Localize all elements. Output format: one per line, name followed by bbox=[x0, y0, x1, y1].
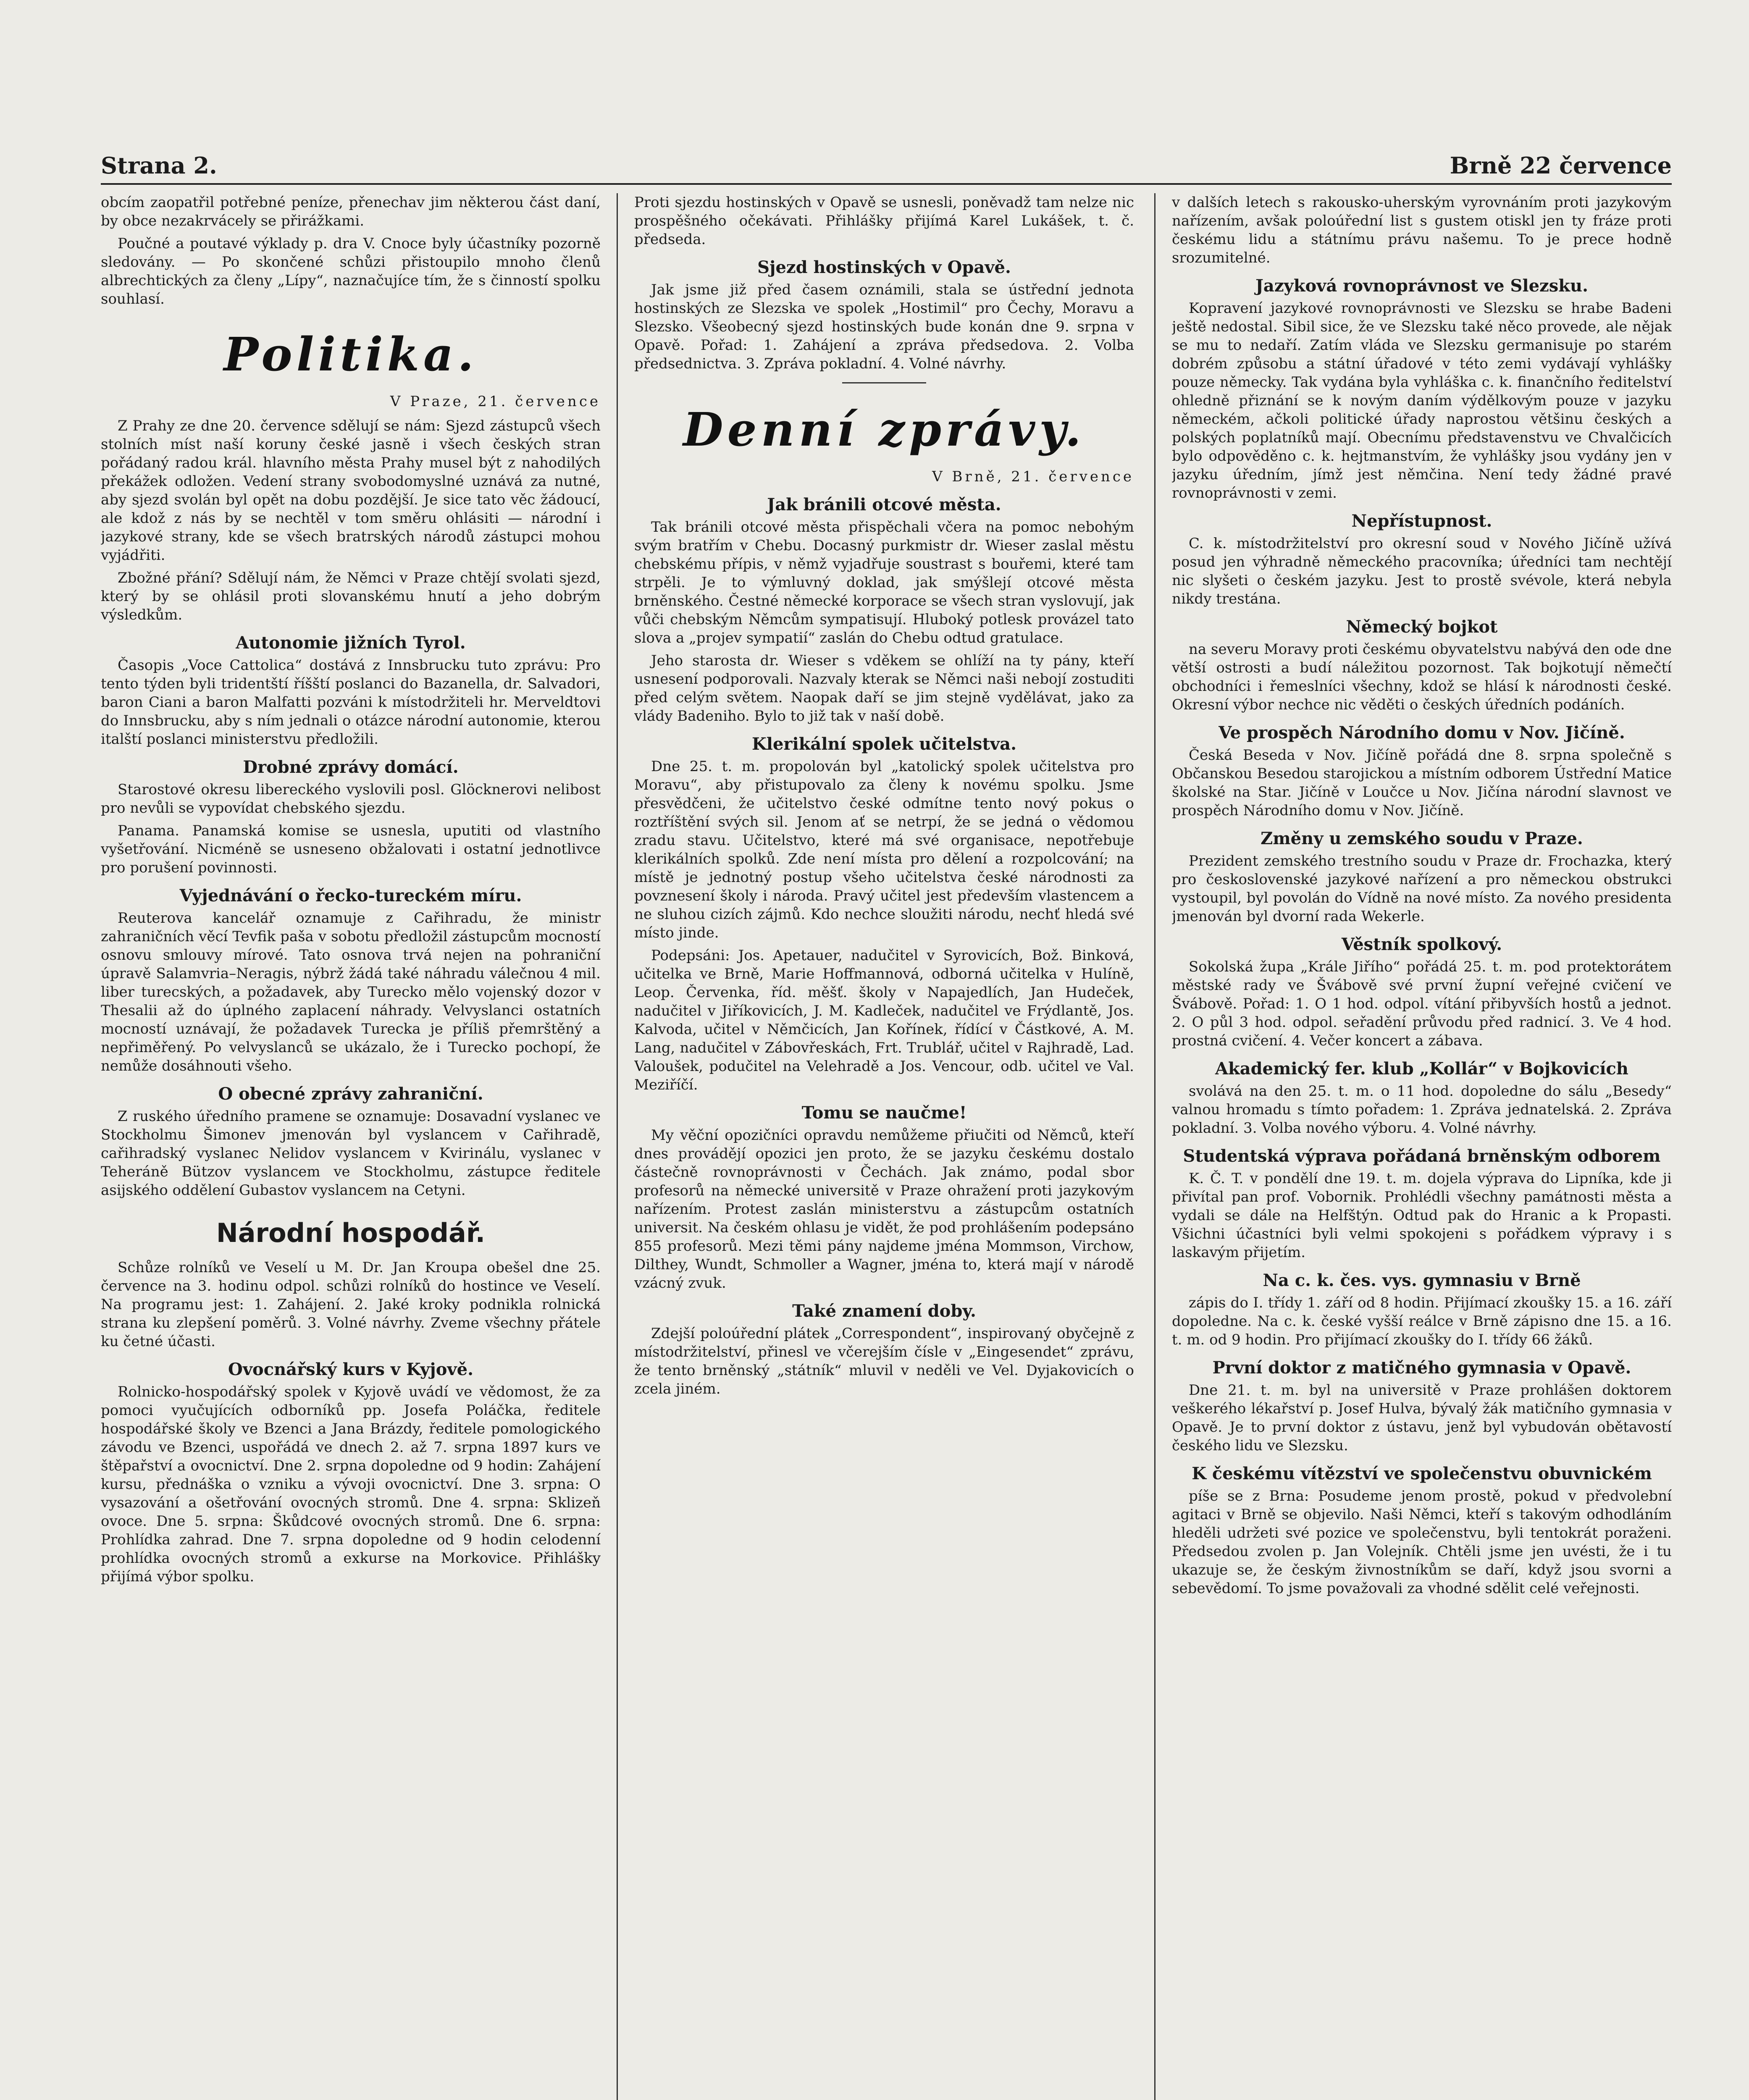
article-heading: Tomu se naučme! bbox=[801, 1103, 967, 1123]
article-heading: Vyjednávání o řecko-tureckém míru. bbox=[179, 886, 522, 906]
article-heading: Akademický fer. klub „Kollár“ v Bojkovicích bbox=[1215, 1059, 1628, 1079]
article-heading: Také znamení doby. bbox=[792, 1301, 976, 1321]
article-heading: Studentská výprava pořádaná brněnským odborem bbox=[1183, 1146, 1661, 1166]
article-text: Poučné a poutavé výklady p. dra V. Cnoce byly účastníky pozorně sledovány. — Po skončené schůzi přistoupilo mnoho členů albrechtických za členy „Lípy“, naznačujíce tím, že s činností spolku souhlasí. bbox=[101, 235, 601, 307]
article-text: zápis do I. třídy 1. září od 8 hodin. Přijímací zkoušky 15. a 16. září dopoledne. Na c. k. české vyšší reálce v Brně zápisno dne 15. a 16. t. m. od 9 hodin. Pro přijímací zkoušky do I. třídy 66 žáků. bbox=[1172, 1294, 1672, 1348]
article-text: C. k. místodržitelství pro okresní soud v Nového Jičíně užívá posud jen výhradně německého pracovníka; úředníci tam nechtějí nic slyšeti o českém jazyku. Jest to prostě svévole, která nebyla nikdy trestána. bbox=[1172, 535, 1672, 607]
article-heading: Jak bránili otcové města. bbox=[767, 495, 1001, 514]
issue-date: Brně 22 července bbox=[1450, 152, 1672, 179]
article-text: Jak jsme již před časem oznámili, stala se ústřední jednota hostinských ze Slezska ve spolek „Hostimil“ pro Čechy, Moravu a Slezsko. Všeobecný sjezd hostinských bude konán dne 9. srpna v Opavě. Pořad: 1. Zahájení a zpráva předsedova. 2. Volba předsednictva. 3. Zpráva pokladní. 4. Volné návrhy. bbox=[634, 281, 1134, 372]
article-heading: K českému vítězství ve společenstvu obuvnickém bbox=[1192, 1464, 1652, 1483]
article-text: v dalších letech s rakousko-uherským vyrovnáním proti jazykovým nařízením, avšak poloúřední list s gustem otiskl jen ty fráze proti českému lidu a státnímu právu našemu. To je prece hodně srozumitelné. bbox=[1172, 194, 1672, 266]
article-text: K. Č. T. v pondělí dne 19. t. m. dojela výprava do Lipníka, kde ji přivítal pan prof. Vobornik. Prohlédli všechny památnosti města a vydali se dále na Helfštýn. Odtud pak do Hranic a k Propasti. Všichni účastníci byli velmi spokojeni s pořádkem výpravy i s laskavým přijetím. bbox=[1172, 1170, 1672, 1261]
article-heading: Sjezd hostinských v Opavě. bbox=[757, 257, 1011, 277]
article-text: Dne 25. t. m. propolován byl „katolický spolek učitelstva pro Moravu“, aby přistupovalo za členy k novému spolku. Jsme přesvědčeni, že učitelstvo české odmítne tento nový pokus o roztříštění svých sil. Jenom ať se netrpí, že se jedná o vědomou zradu stavu. Učitelstvo, které má své organisace, nepotřebuje klerikálních spolků. Zde není místa pro dělení a rozpolcování; na místě je jednotný postup všeho učitelstva české národnosti za povznesení školy i národa. Pravý učitel jest především vlastencem a ne sluhou cizích zájmů. Kdo nechce sloužiti národu, nechť hledá své místo jinde. bbox=[634, 758, 1134, 941]
article-text: Dne 21. t. m. byl na universitě v Praze prohlášen doktorem veškerého lékařství p. Josef Hulva, bývalý žák matičního gymnasia v Opavě. Je to první doktor z ústavu, jenž byl vybudován obětavostí českého lidu ve Slezsku. bbox=[1172, 1382, 1672, 1454]
article-heading: První doktor z matičného gymnasia v Opavě. bbox=[1212, 1358, 1631, 1378]
article-heading: Ve prospěch Národního domu v Nov. Jičíně. bbox=[1219, 723, 1625, 743]
dateline: V Brně, 21. července bbox=[932, 468, 1134, 485]
article-text: Sokolská župa „Krále Jiřího“ pořádá 25. t. m. pod protektorátem městské rady ve Švábově své první župní veřejné cvičení ve Švábově. Pořad: 1. O 1 hod. odpol. vítání přibyvších hostů a jednot. 2. O půl 3 hod. odpol. seřadění průvodu před radnicí. 3. Ve 4 hod. prostná cvičení. 4. Večer koncert a zábava. bbox=[1172, 958, 1672, 1049]
section-title-denni: Denní zprávy. bbox=[683, 402, 1085, 457]
article-text: píše se z Brna: Posudeme jenom prostě, pokud v předvolební agitaci v Brně se objevilo. Naši Němci, kteří s takovým odhodláním hleděli udržeti své pozice ve společenstvu, byli tentokrát poraženi. Předsedou zvolen p. Jan Volejník. Chtěli jsme jen uvésti, že i tu ukazuje se, že českým živnostníkům se daří, když jsou svorni a sebevědomí. To jsme považovali za vhodné sdělit celé veřejnosti. bbox=[1172, 1488, 1672, 1597]
page-header bbox=[101, 139, 1672, 185]
article-text: Podepsáni: Jos. Apetauer, nadučitel v Syrovicích, Bož. Binková, učitelka ve Brně, Marie Hoffmannová, odborná učitelka v Hulíně, Leop. Červenka, říd. měšť. školy v Napajedlích, Jan Hudeček, nadučitel v Jiříkovicích, J. M. Kadleček, nadučitel ve Frýdlantě, Jos. Kalvoda, učitel v Němčicích, Jan Kořínek, řídící v Částkové, A. M. Lang, nadučitel v Zábovřeskách, Frt. Trublář, učitel v Rajhradě, Lad. Valoušek, podučitel na Velehradě a Jos. Vencour, odb. učitel ve Val. Meziříčí. bbox=[634, 947, 1134, 1093]
article-text: Proti sjezdu hostinských v Opavě se usnesli, poněvadž tam nelze nic prospěšného očekávati. Přihlášky přijímá Karel Lukášek, t. č. předseda. bbox=[634, 194, 1134, 248]
article-text: Panama. Panamská komise se usnesla, uputiti od vlastního vyšetřování. Nicméně se usneseno obžalovati i ostatní jednotlivce pro porušení povinnosti. bbox=[101, 822, 601, 876]
article-heading: Věstník spolkový. bbox=[1341, 934, 1502, 954]
article-text: Z Prahy ze dne 20. července sdělují se nám: Sjezd zástupců všech stolních míst naší koruny české jasně i všech českých stran pořádaný radou král. hlavního města Prahy musel být z nahodilých překážek odložen. Vedení strany svobodomyslné uznává za nutné, aby sjezd svolán byl opět na dobu pozdější. Je sice tato věc žádoucí, ale kdož z nás by se nechtěl v tom směru ohlásiti — národní i jazykové strany, kde se všech bratrských národů zástupci mohou vyjádřiti. bbox=[101, 417, 601, 564]
section-title-politika: Politika. bbox=[223, 327, 478, 381]
article-heading: Změny u zemského soudu v Praze. bbox=[1261, 829, 1583, 848]
article-text: Jeho starosta dr. Wieser s vděkem se ohlíží na ty pány, kteří usnesení podporovali. Nazvaly kterak se Němci naši nebojí zostuditi před celým světem. Naopak daří se jim stejně vydělávat, jako za vlády Badeniho. Bylo to již tak v naší době. bbox=[634, 652, 1134, 724]
article-heading: Jazyková rovnoprávnost ve Slezsku. bbox=[1255, 276, 1589, 296]
article-heading: Nepřístupnost. bbox=[1351, 511, 1492, 531]
article-text: Z ruského úředního pramene se oznamuje: Dosavadní vyslanec ve Stockholmu Šimonev jmenován byl vyslancem v Cařihradě, cařihradský vyslanec Nelidov vyslancem v Kvirinálu, vyslanec v Teheráně Bützov vyslancem ve Stockholmu, zástupce ředitele asijského oddělení Gubastov vyslancem na Cetyni. bbox=[101, 1108, 601, 1199]
article-text: obcím zaopatřil potřebné peníze, přenechav jim některou část daní, by obce nezakrvácely se přirážkami. bbox=[101, 194, 601, 229]
article-text: Starostové okresu libereckého vyslovili posl. Glöcknerovi nelibost pro nevůli se vypovídat chebského sjezdu. bbox=[101, 781, 601, 816]
dateline: V Praze, 21. července bbox=[390, 393, 601, 410]
article-heading: Drobné zprávy domácí. bbox=[243, 757, 459, 777]
article-text: My věční opozičníci opravdu nemůžeme přiučiti od Němců, kteří dnes provádějí opozici jen proto, že se jazyku českému dostalo částečně rovnoprávnosti v Čechách. Jak známo, podal sbor profesorů na německé universitě v Praze ohražení proti jazykovým nařízením. Protest zaslán ministerstvu a zástupcům ostatních universit. Na českém ohlasu je vidět, že pod prohlášením podepsáno 855 profesorů. Mezi těmi pány najdeme jména Mommson, Virchow, Dilthey, Wundt, Schmoller a Wagner, jména to, která mají v národě vzácný zvuk. bbox=[634, 1127, 1134, 1292]
article-heading: Autonomie jižních Tyrol. bbox=[236, 633, 466, 653]
article-text: Česká Beseda v Nov. Jičíně pořádá dne 8. srpna společně s Občanskou Besedou starojickou a místním odborem Ústřední Matice školské na Star. Jičíně v Loučce u Nov. Jičína národní slavnost ve prospěch Národního domu v Nov. Jičíně. bbox=[1172, 747, 1672, 819]
newspaper-page bbox=[101, 139, 1672, 2100]
article-text: Zbožné přání? Sdělují nám, že Němci v Praze chtějí svolati sjezd, který by se ohlásil proti slovanskému hnutí a jeho dobrým výsledkům. bbox=[101, 570, 601, 623]
article-text: na severu Moravy proti českému obyvatelstvu nabývá den ode dne větší ostrosti a budí náležitou pozornost. Tak bojkotují němečtí obchodníci i řemeslníci všechny, kdož se hlásí k národnosti české. Okresní výbor nechce nic věděti o českých úředních podáních. bbox=[1172, 641, 1672, 713]
article-text: Prezident zemského trestního soudu v Praze dr. Frochazka, který pro československé jazykové nařízení a pro německou obstrukci vystoupil, byl povolán do Vídně na nové místo. Za nového presidenta jmenován byl dvorní rada Wekerle. bbox=[1172, 853, 1672, 925]
column-2 bbox=[634, 193, 1134, 2100]
column-rule bbox=[1154, 193, 1155, 2100]
article-text: Schůze rolníků ve Veselí u M. Dr. Jan Kroupa obešel dne 25. července na 3. hodinu odpol. schůzi rolníků do hostince ve Veselí. Na programu jest: 1. Zahájení. 2. Jaké kroky podnikla rolnická strana ku zlepšení poměrů. 3. Volné návrhy. Zveme všechny přátele ku četné účasti. bbox=[101, 1259, 601, 1350]
article-text: svolává na den 25. t. m. o 11 hod. dopoledne do sálu „Besedy“ valnou hromadu s tímto pořadem: 1. Zpráva jednatelská. 2. Zpráva pokladní. 3. Volba nového výboru. 4. Volné návrhy. bbox=[1172, 1083, 1672, 1137]
article-text: Rolnicko-hospodářský spolek v Kyjově uvádí ve vědomost, že za pomoci vyučujících odborníků pp. Josefa Poláčka, ředitele hospodářské školy ve Bzenci a Jana Brázdy, ředitele pomologického závodu ve Bzenci, uspořádá ve dnech 2. až 7. srpna 1897 kurs ve štěpařství a ovocnictví. Dne 2. srpna dopoledne od 9 hodin: Zahájení kursu, přednáška o vzniku a vývoji ovocnictví. Dne 3. srpna: O vysazování a ošetřování ovocných stromů. Dne 4. srpna: Sklizeň ovoce. Dne 5. srpna: Škůdcové ovocných stromů. Dne 6. srpna: Prohlídka zahrad. Dne 7. srpna dopoledne od 9 hodin celodenní prohlídka ovocných stromů a exkurse na Morkovice. Přihlášky přijímá výbor spolku. bbox=[101, 1383, 601, 1585]
article-heading: O obecné zprávy zahraniční. bbox=[218, 1084, 483, 1104]
article-text: Časopis „Voce Cattolica“ dostává z Innsbrucku tuto zprávu: Pro tento týden byli tridentští říšští poslanci do Bazanella, dr. Salvadori, baron Ciani a baron Malfatti pozváni k místodržiteli hr. Merveldtovi do Innsbrucku, aby s ním jednali o otázce národní autonomie, kterou italští poslanci ministerstvu předložili. bbox=[101, 657, 601, 748]
article-heading: Na c. k. čes. vys. gymnasiu v Brně bbox=[1263, 1270, 1581, 1290]
column-rule bbox=[617, 193, 618, 2100]
column-3 bbox=[1172, 193, 1672, 2100]
article-text: Zdejší poloúřední plátek „Correspondent“, inspirovaný obyčejně z místodržitelství, přinesl ve včerejším čísle v „Eingesendet“ zprávu, že tento brněnský „státník“ mluvil v neděli ve Vel. Dyjakovicích o zcela jiném. bbox=[634, 1325, 1134, 1397]
section-title-hospodar: Národní hospodář. bbox=[216, 1218, 486, 1248]
article-heading: Ovocnářský kurs v Kyjově. bbox=[228, 1360, 474, 1379]
column-1 bbox=[101, 193, 601, 2100]
article-text: Tak bránili otcové města přispěchali včera na pomoc nebohým svým bratřím v Chebu. Docasný purkmistr dr. Wieser zaslal městu chebskému přípis, v němž vyjadřuje soustrast s bouřemi, které tam strpěli. Je to výmluvný doklad, jak smýšlejí otcové města brněnského. Čestné německé korporace se všech stran vyslovují, jak vůči chebským Němcům sympatisují. Hluboký potlesk provázel tato slova a „projev sympatií“ zaslán do Chebu odtud gratulace. bbox=[634, 519, 1134, 646]
article-text: Reuterova kancelář oznamuje z Cařihradu, že ministr zahraničních věcí Tevfik paša v sobotu předložil zástupcům mocností osnovu smlouvy mírové. Tato osnova trvá nejen na pohraniční úpravě Salamvria–Neragis, nýbrž žádá také náhradu válečnou 4 mil. liber turecských, a požadavek, aby Turecko mělo vojenský dozor v Thesalii až do úplného zaplacení náhrady. Velvyslanci ostatních mocností uznávají, že požadavek Turecka je příliš přemrštěný a nepřiměřený. Po velvyslanců se ukázalo, že i Turecko pochopí, že nemůže dosáhnouti všeho. bbox=[101, 910, 601, 1074]
article-text: Kopravení jazykové rovnoprávnosti ve Slezsku se hrabe Badeni ještě nedostal. Sibil sice, že ve Slezsku také něco provede, ale nějak se mu to nedaří. Zatím vláda ve Slezsku germanisuje po starém dobrém způsobu a státní úřadové v této zemi vydávají vyhlášky pouze německy. Tak vydána byla vyhláška c. k. finančního ředitelství ohledně přiznání se k novým daním výdělkovým pouze v jazyku německém, ačkoli politické úřady naprostou většinu českých a polských poplatníků mají. Obecnímu představenstvu ve Chvalčicích bylo odpověděno c. k. hejtmanstvím, že vyhlášky jsou vydány jen v jazyku úředním, jímž jest němčina. Není tedy žádné pravé rovnoprávnosti v zemi. bbox=[1172, 300, 1672, 501]
page-number: Strana 2. bbox=[101, 152, 217, 179]
article-heading: Klerikální spolek učitelstva. bbox=[752, 734, 1016, 754]
article-heading: Německý bojkot bbox=[1346, 617, 1498, 637]
separator bbox=[842, 382, 926, 383]
